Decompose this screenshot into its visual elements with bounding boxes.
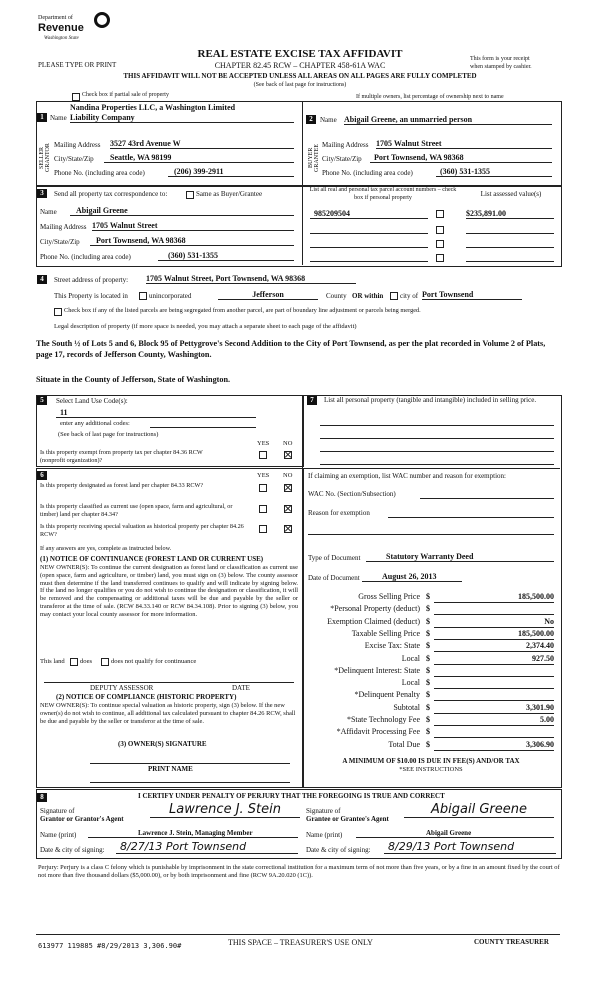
section-7-divider	[302, 468, 560, 469]
notice1-body: NEW OWNER(S): To continue the current designation as forest land or classification as current use (open space, farm and agriculture, or timber) land, you must sign on (3) below. The county assessor must then determine if the land transferred continues to qualify and will indicate by signing below. If the land no longer qualifies or you do not wish to continue the designation or classification, it will be removed and the compensating or additional taxes will be due and payable by the seller or transferor at the time of sale. (RCW 84.33.140 or RCW 84.34.108). Prior to signing (3) below, you may contact your local county assessor for more information.	[40, 564, 298, 618]
tax-row-value[interactable]: No	[434, 617, 554, 628]
historic-no-checkbox[interactable]	[284, 525, 292, 533]
seller-phone-label: Phone No. (including area code)	[54, 169, 145, 177]
current-use-yes-checkbox[interactable]	[259, 505, 267, 513]
dor-logo	[38, 12, 118, 46]
historic-yes-checkbox[interactable]	[259, 525, 267, 533]
land-use-see-back: (See back of last page for instructions)	[58, 431, 159, 438]
personal-property-checkbox-1[interactable]	[436, 210, 444, 218]
additional-codes-label: enter any additional codes:	[60, 420, 130, 427]
tax-row-value[interactable]	[434, 604, 554, 615]
parcel-heading: List all real and personal tax parcel account numbers – check box if personal property	[309, 187, 457, 201]
tax-row	[306, 617, 556, 628]
assessed-heading: List assessed value(s)	[480, 190, 542, 198]
if-yes-note: If any answers are yes, complete as instructed below.	[40, 545, 172, 552]
corr-phone-field[interactable]: (360) 531-1355	[158, 251, 294, 261]
or-within-label: OR within	[352, 292, 384, 300]
print-name-line[interactable]	[90, 781, 290, 783]
multiple-owners-note: If multiple owners, list percentage of ownership next to name	[356, 94, 504, 100]
logo-dept-line3: Washington State	[44, 36, 79, 41]
parcel-field-1[interactable]: 985209504	[310, 209, 428, 219]
seller-name-label: Name	[50, 114, 67, 122]
grantee-sig-label2: Grantee or Grantee's Agent	[306, 815, 389, 823]
situate-text: Situate in the County of Jefferson, State of Washington.	[36, 375, 231, 384]
seller-city-field[interactable]: Seattle, WA 98199	[104, 153, 294, 163]
grantee-print-field[interactable]: Abigail Greene	[356, 829, 554, 838]
grantee-date-field[interactable]: 8/29/13 Port Townsend	[384, 840, 556, 854]
tax-row-label: *Affidavit Processing Fee	[336, 727, 420, 737]
seller-phone-field[interactable]: (206) 399-2911	[168, 167, 294, 177]
unincorporated-label: unincorporated	[149, 292, 192, 300]
tax-row	[306, 641, 556, 652]
tax-row-currency: $	[426, 727, 430, 737]
personal-property-checkbox-3[interactable]	[436, 240, 444, 248]
buyer-city-field[interactable]: Port Townsend, WA 98368	[370, 153, 552, 163]
corr-address-field[interactable]: 1705 Walnut Street	[92, 221, 294, 231]
tax-row-label: Local	[401, 678, 420, 688]
same-as-buyer-label: Same as Buyer/Grantee	[196, 190, 263, 198]
tax-row	[306, 654, 556, 665]
owner-sig-label: (3) OWNER(S) SIGNATURE	[118, 740, 207, 748]
form-warning: THIS AFFIDAVIT WILL NOT BE ACCEPTED UNLESS ALL AREAS ON ALL PAGES ARE FULLY COMPLETED	[123, 72, 477, 80]
tax-row-currency: $	[426, 604, 430, 614]
city-of-label: city of	[400, 292, 419, 300]
county-field[interactable]: Jefferson	[218, 290, 318, 300]
section-5-no-header: NO	[283, 440, 293, 447]
assessed-field-2[interactable]	[466, 232, 554, 234]
reason-field[interactable]	[388, 516, 554, 518]
tax-row-currency: $	[426, 739, 430, 749]
form-title: REAL ESTATE EXCISE TAX AFFIDAVIT	[197, 48, 403, 60]
assessed-field-3[interactable]	[466, 246, 554, 248]
parcel-field-4[interactable]	[310, 260, 428, 262]
tax-row-value[interactable]: 185,500.00	[434, 592, 554, 603]
additional-codes-field[interactable]	[150, 426, 256, 428]
tax-row-label: Local	[401, 653, 420, 663]
land-does-not-label: does not qualify for continuance	[111, 658, 197, 665]
section-5-yes-header: YES	[257, 440, 270, 447]
tax-row-label: Taxable Selling Price	[351, 628, 420, 638]
current-use-question: Is this property classified as current use (open space, farm and agricultural, or timber) land per chapter 84.34?	[40, 503, 233, 518]
exempt-question: Is this property exempt from property tax per chapter 84.36 RCW (nonprofit organization)?	[40, 449, 203, 464]
doc-type-label: Type of Document	[308, 554, 361, 562]
corr-city-field[interactable]: Port Townsend, WA 98368	[90, 236, 294, 246]
seller-name-line2: Liability Company	[70, 113, 294, 123]
section-8-tag: 8	[37, 793, 47, 802]
land-does-checkbox[interactable]	[70, 658, 78, 666]
deputy-sig-line[interactable]	[44, 681, 294, 683]
buyer-name-field[interactable]: Abigail Greene, an unmarried person	[344, 115, 552, 125]
segregated-checkbox[interactable]	[54, 308, 62, 316]
doc-date-label: Date of Document	[308, 574, 360, 582]
seller-side-label: SELLER GRANTOR	[39, 143, 51, 173]
receipt-line2: when stamped by cashier.	[470, 64, 532, 70]
tax-row-value[interactable]	[434, 666, 554, 677]
tax-row-currency: $	[426, 678, 430, 688]
seller-address-field[interactable]: 3527 43rd Avenue W	[110, 139, 294, 149]
city-of-checkbox[interactable]	[390, 292, 398, 300]
buyer-phone-field[interactable]: (360) 531-1355	[436, 167, 552, 177]
tax-row	[306, 715, 556, 726]
treasurer-stamp: 613977 119885 #8/29/2013 3,306.90#	[38, 942, 182, 950]
same-as-buyer-checkbox[interactable]	[186, 191, 194, 199]
partial-sale-label: Check box if partial sale of property	[82, 92, 169, 98]
tax-row-value[interactable]: 3,301.90	[434, 703, 554, 714]
tax-row	[306, 592, 556, 603]
deputy-date-label: DATE	[232, 684, 250, 692]
notice2-title: (2) NOTICE OF COMPLIANCE (HISTORIC PROPERTY)	[56, 693, 237, 701]
tax-row-currency: $	[426, 665, 430, 675]
correspondence-divider	[302, 185, 303, 265]
grantor-sig-label2: Grantor or Grantor's Agent	[40, 815, 124, 823]
buyer-city-label: City/State/Zip	[322, 155, 362, 163]
tax-row-value[interactable]: 927.50	[434, 654, 554, 665]
tax-row-value[interactable]	[434, 690, 554, 701]
tax-row	[306, 629, 556, 640]
wac-field[interactable]	[420, 497, 554, 499]
tax-row-label: *State Technology Fee	[346, 715, 420, 724]
tax-row-label: Gross Selling Price	[358, 592, 420, 601]
buyer-phone-label: Phone No. (including area code)	[322, 169, 413, 177]
grantee-date-label: Date & city of signing:	[306, 846, 371, 854]
segregated-label: Check box if any of the listed parcels are being segregated from another parcel, are part of boundary line adjustment or parcels being merged.	[64, 307, 421, 314]
personal-property-line-4[interactable]	[320, 463, 554, 465]
section-6-yes-header: YES	[257, 472, 270, 479]
buyer-address-label: Mailing Address	[322, 141, 369, 149]
section-4-tag: 4	[37, 275, 47, 284]
deputy-label: DEPUTY ASSESSOR	[90, 684, 154, 692]
partial-sale-checkbox[interactable]	[72, 93, 80, 101]
logo-mark-icon	[94, 12, 110, 28]
assessed-field-4[interactable]	[466, 260, 554, 262]
grantee-sig-label1: Signature of	[306, 807, 341, 815]
buyer-side-label: BUYER GRANTEE	[308, 144, 320, 172]
see-instructions-note: *SEE INSTRUCTIONS	[399, 766, 463, 773]
print-name-label: PRINT NAME	[148, 765, 193, 773]
tax-row	[306, 678, 556, 689]
correspondence-heading: Send all property tax correspondence to:	[54, 190, 168, 198]
form-chapter: CHAPTER 82.45 RCW – CHAPTER 458-61A WAC	[214, 61, 386, 70]
personal-property-checkbox-2[interactable]	[436, 226, 444, 234]
personal-property-line-2[interactable]	[320, 437, 554, 439]
tax-row-currency: $	[426, 616, 430, 626]
reason-field-2[interactable]	[308, 533, 554, 535]
seller-address-label: Mailing Address	[54, 141, 101, 149]
forest-yes-checkbox[interactable]	[259, 484, 267, 492]
treasurer-space-label: THIS SPACE – TREASURER'S USE ONLY	[228, 938, 373, 947]
owner-sig-line[interactable]	[90, 762, 290, 764]
seller-name-line1: Nandina Properties LLC, a Washington Limited	[70, 103, 236, 112]
exempt-no-checkbox[interactable]	[284, 451, 292, 459]
corr-city-label: City/State/Zip	[40, 238, 80, 246]
county-label: County	[326, 292, 347, 300]
unincorporated-checkbox[interactable]	[139, 292, 147, 300]
tax-row-value[interactable]: 185,500.00	[434, 629, 554, 640]
buyer-address-field[interactable]: 1705 Walnut Street	[376, 139, 552, 149]
parties-divider	[302, 101, 303, 185]
section-2-tag: 2	[306, 115, 316, 124]
seller-city-label: City/State/Zip	[54, 155, 94, 163]
tax-row	[306, 740, 556, 751]
tax-row-label: Exemption Claimed (deduct)	[327, 616, 420, 626]
tax-row-value[interactable]: 2,374.40	[434, 641, 554, 652]
grantor-signature[interactable]: Lawrence J. Stein	[150, 802, 300, 818]
assessed-field-1[interactable]: $235,891.00	[466, 209, 554, 219]
form-see-back: (See back of last page for instructions)	[253, 82, 347, 88]
reason-label: Reason for exemption	[308, 509, 370, 517]
perjury-text: Perjury: Perjury is a class C felony which is punishable by imprisonment in the state correctional institution for a maximum term of not more than five years, or by a fine in an amount fixed by the court of not more than five thousand dollars ($5,000.00), or by both imprisonment and fine (RCW 9A.20.020 (1C)).	[38, 864, 560, 879]
city-field[interactable]: Port Townsend	[422, 290, 522, 300]
certify-text: I CERTIFY UNDER PENALTY OF PERJURY THAT THE FOREGOING IS TRUE AND CORRECT	[138, 792, 445, 800]
land-use-code-field[interactable]: 11	[56, 408, 256, 418]
tax-row-label: Total Due	[388, 739, 420, 749]
land-does-not-checkbox[interactable]	[101, 658, 109, 666]
grantor-date-label: Date & city of signing:	[40, 846, 105, 854]
forest-no-checkbox[interactable]	[284, 484, 292, 492]
grantor-print-field[interactable]: Lawrence J. Stein, Managing Member	[88, 829, 298, 838]
notice2-body: NEW OWNER(S): To continue special valuation as historic property, sign (3) below. If the new owner(s) do not wish to continue, all additional tax calculated pursuant to chapter 84.26 RCW, shall be due and payable by the seller or transferor at the time of sale.	[40, 702, 296, 725]
logo-dept-line2: Revenue	[38, 22, 84, 34]
tax-row-currency: $	[426, 702, 430, 712]
tax-row-currency: $	[426, 628, 430, 638]
receipt-line1: This form is your receipt	[470, 56, 530, 62]
section-6-no-header: NO	[283, 472, 293, 479]
section-5-tag: 5	[37, 396, 47, 405]
tax-row-currency: $	[426, 653, 430, 663]
tax-row-currency: $	[426, 641, 430, 651]
street-label: Street address of property:	[54, 276, 129, 284]
grantee-print-label: Name (print)	[306, 831, 343, 839]
tax-row-label: *Personal Property (deduct)	[330, 604, 420, 614]
minimum-note: A MINIMUM OF $10.00 IS DUE IN FEE(S) AND/OR TAX	[342, 757, 520, 765]
exempt-yes-checkbox[interactable]	[259, 451, 267, 459]
tax-row-label: Subtotal	[393, 702, 420, 712]
forest-question: Is this property designated as forest land per chapter 84.33 RCW?	[40, 482, 204, 489]
tax-row	[306, 727, 556, 738]
tax-row-label: *Delinquent Penalty	[354, 690, 420, 700]
parcel-field-3[interactable]	[310, 246, 428, 248]
tax-row-currency: $	[426, 690, 430, 700]
this-land-label: This land	[40, 658, 65, 665]
tax-row-value[interactable]	[434, 678, 554, 689]
section-6-tag: 6	[37, 471, 47, 480]
historic-question: Is this property receiving special valuation as historical property per chapter 84.26 RCW?	[40, 523, 244, 538]
street-field[interactable]: 1705 Walnut Street, Port Townsend, WA 98368	[146, 274, 356, 284]
buyer-name-label: Name	[320, 116, 337, 124]
doc-type-field[interactable]: Statutory Warranty Deed	[366, 552, 554, 562]
grantee-signature[interactable]: Abigail Greene	[404, 802, 554, 818]
exemption-question: If claiming an exemption, list WAC number and reason for exemption:	[308, 472, 506, 480]
tax-row-label: Excise Tax: State	[364, 641, 420, 651]
current-use-no-checkbox[interactable]	[284, 505, 292, 513]
land-does-label: does	[80, 658, 93, 665]
tax-row	[306, 604, 556, 615]
personal-property-line-1[interactable]	[320, 424, 554, 426]
print-note: PLEASE TYPE OR PRINT	[38, 61, 117, 69]
wac-label: WAC No. (Section/Subsection)	[308, 490, 396, 498]
land-use-label: Select Land Use Code(s):	[56, 397, 128, 405]
personal-property-line-3[interactable]	[320, 450, 554, 452]
tax-row-value[interactable]: 5.00	[434, 715, 554, 726]
personal-property-checkbox-4[interactable]	[436, 254, 444, 262]
legal-desc-label: Legal description of property (if more space is needed, you may attach a separate sheet to each page of the affidavit)	[54, 323, 357, 330]
corr-name-label: Name	[40, 208, 57, 216]
parcel-field-2[interactable]	[310, 232, 428, 234]
grantor-sig-label1: Signature of	[40, 807, 75, 815]
section-1-tag: 1	[37, 113, 47, 122]
tax-row-value[interactable]	[434, 727, 554, 738]
notice1-title: (1) NOTICE OF CONTINUANCE (FOREST LAND OR CURRENT USE)	[40, 555, 264, 563]
tax-row	[306, 703, 556, 714]
tax-row	[306, 666, 556, 677]
section-3-tag: 3	[37, 189, 47, 198]
personal-property-label: List all personal property (tangible and intangible) included in selling price.	[324, 396, 537, 404]
doc-date-field[interactable]: August 26, 2013	[362, 572, 462, 582]
legal-desc-text: The South ½ of Lots 5 and 6, Block 95 of Pettygrove's Second Addition to the City of Port Townsend, as per the plat recorded in Volume 2 of Plats, page 17, records of Jefferson County, Washington.	[36, 339, 546, 359]
corr-name-field[interactable]: Abigail Greene	[70, 206, 294, 216]
tax-row-value[interactable]: 3,306.90	[434, 740, 554, 751]
corr-phone-label: Phone No. (including area code)	[40, 253, 131, 261]
section-7-tag: 7	[307, 396, 317, 405]
tax-row-label: *Delinquent Interest: State	[334, 665, 420, 675]
treasurer-divider	[36, 934, 560, 935]
tax-row	[306, 690, 556, 701]
tax-row-currency: $	[426, 715, 430, 724]
county-treasurer-label: COUNTY TREASURER	[474, 938, 549, 946]
grantor-print-label: Name (print)	[40, 831, 77, 839]
logo-dept-line1: Department of	[38, 15, 73, 21]
corr-address-label: Mailing Address	[40, 223, 87, 231]
located-label: This Property is located in	[54, 292, 128, 300]
grantor-date-field[interactable]: 8/27/13 Port Townsend	[116, 840, 298, 854]
tax-row-currency: $	[426, 592, 430, 601]
